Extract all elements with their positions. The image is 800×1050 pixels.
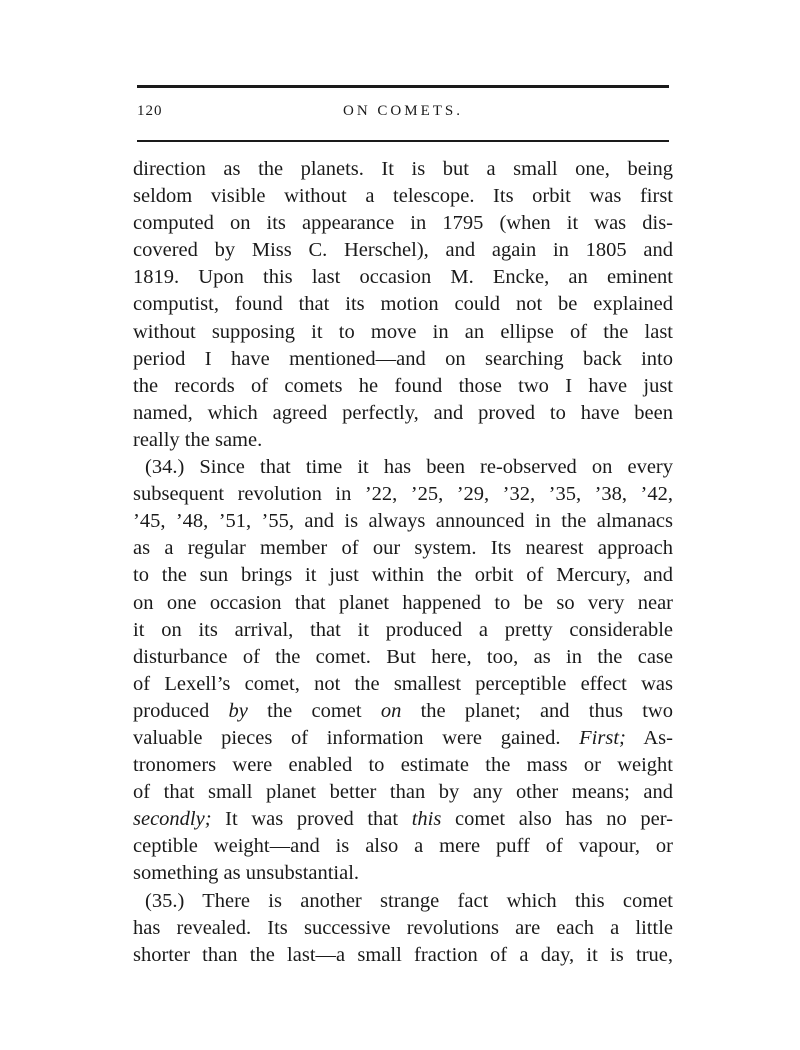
body-text [133,156,673,969]
text-line: it on its arrival, that it produced a pretty considerable [133,618,673,641]
text-line: seldom visible without a telescope. Its orbit was first [133,185,673,208]
text-line: disturbance of the comet. But here, too, as in the case [133,645,673,668]
text-line: of that small planet better than by any other means; and [133,781,673,804]
text-line: without supposing it to move in an ellipse of the last [133,320,673,343]
text-line: the records of comets he found those two I have just [133,374,673,397]
text-line: produced by the comet on the planet; and thus two [133,699,673,722]
text-line: really the same. [133,428,263,451]
text-line: tronomers were enabled to estimate the mass or weight [133,754,673,777]
page-number: 120 [137,103,163,119]
italic-text: on [380,699,402,722]
italic-text: this [411,808,442,831]
italic-text: by [228,699,248,722]
paragraph-35-start: (35.) There is another strange fact which this comet [145,889,673,912]
text-line: named, which agreed perfectly, and proved to have been [133,401,673,424]
text-line: of Lexell’s comet, not the smallest perceptible effect was [133,672,673,695]
text-line: secondly; It was proved that this comet also has no per- [133,808,673,831]
italic-text: First; [579,726,626,749]
text-line: subsequent revolution in ’22, ’25, ’29, ’32, ’35, ’38, ’42, [133,483,673,506]
text-line: has revealed. Its successive revolutions are each a little [133,916,673,939]
text-line: direction as the planets. It is but a small one, being [133,158,673,180]
italic-text: secondly; [133,808,212,831]
text-line: shorter than the last—a small fraction of a day, it is true, [133,943,673,966]
text-line: computed on its appearance in 1795 (when it was dis- [133,212,673,235]
text-line: to the sun brings it just within the orbit of Mercury, and [133,564,673,587]
text-line: on one occasion that planet happened to be so very near [133,591,673,614]
text-line: ’45, ’48, ’51, ’55, and is always announced in the almanacs [133,510,673,533]
text-line: computist, found that its motion could not be explained [133,293,673,316]
paragraph-34-start: (34.) Since that time it has been re-observed on every [145,456,673,479]
text-line: 1819. Upon this last occasion M. Encke, an eminent [133,266,673,289]
text-line: period I have mentioned—and on searching back into [133,347,673,370]
header-rule-bottom [137,140,669,142]
text-line: as a regular member of our system. Its nearest approach [133,537,673,560]
text-line: something as unsubstantial. [133,862,360,885]
text-line: covered by Miss C. Herschel), and again in 1805 and [133,239,673,262]
header-rule-top [137,85,669,88]
running-title: ON COMETS. [342,103,463,119]
running-header [137,103,669,127]
text-line: ceptible weight—and is also a mere puff of vapour, or [133,835,673,858]
text-line: valuable pieces of information were gained. First; As- [133,726,673,749]
